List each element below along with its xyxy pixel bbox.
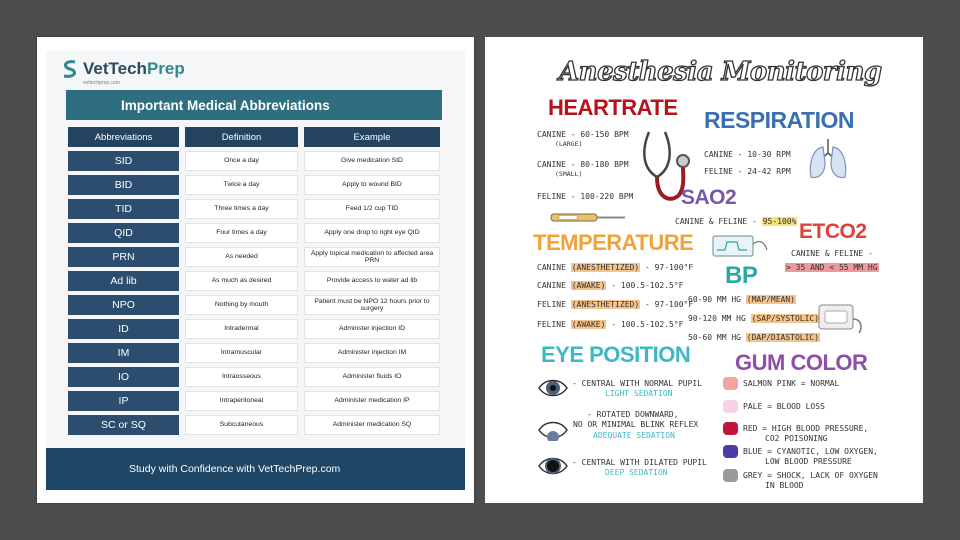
gum-color-text: GREY = SHOCK, LACK OF OXYGEN bbox=[743, 471, 878, 480]
gum-color-swatch bbox=[723, 469, 738, 482]
definition-cell: Intradermal bbox=[185, 319, 298, 339]
definition-cell: Four times a day bbox=[185, 223, 298, 243]
sao2-line: CANINE & FELINE - 95-100% bbox=[675, 217, 797, 226]
heartrate-canine-small: CANINE - 80-180 BPM bbox=[537, 160, 629, 169]
example-cell: Adminster injection ID bbox=[304, 319, 440, 339]
table-row bbox=[46, 367, 465, 387]
definition-cell: Intraosseous bbox=[185, 367, 298, 387]
abbreviation-cell: SC or SQ bbox=[68, 415, 179, 435]
abbreviation-cell: IM bbox=[68, 343, 179, 363]
etco2-line: CANINE & FELINE - bbox=[791, 249, 873, 258]
table-row bbox=[46, 247, 465, 267]
table-row bbox=[46, 343, 465, 363]
gum-color-text-cont: CO2 POISONING bbox=[765, 434, 828, 443]
heartrate-canine-large: CANINE - 60-150 BPM bbox=[537, 130, 629, 139]
heartrate-large-tag: (LARGE) bbox=[555, 140, 583, 148]
example-cell: Administer medication IP bbox=[304, 391, 440, 411]
definition-cell: Nothing by mouth bbox=[185, 295, 298, 315]
brand-name: VetTechPrep bbox=[83, 59, 185, 78]
abbreviation-cell: Ad lib bbox=[68, 271, 179, 291]
page-title: Anesthesia Monitoring bbox=[559, 57, 882, 87]
eye-item-2-line-1: - ROTATED DOWNWARD, bbox=[587, 410, 679, 419]
respiration-feline: FELINE - 24-42 RPM bbox=[704, 167, 791, 176]
table-row bbox=[46, 223, 465, 243]
definition-cell: Twice a day bbox=[185, 175, 298, 195]
definition-cell: Intramuscular bbox=[185, 343, 298, 363]
respiration-canine: CANINE - 10-30 RPM bbox=[704, 150, 791, 159]
example-cell: Give medication SID bbox=[304, 151, 440, 171]
temperature-line-3: FELINE (ANESTHETIZED) - 97-100°F bbox=[537, 300, 694, 309]
abbreviation-cell: IO bbox=[68, 367, 179, 387]
eye-item-1-line-1: - CENTRAL WITH NORMAL PUPIL bbox=[572, 379, 703, 388]
example-cell: Apply to wound BID bbox=[304, 175, 440, 195]
abbreviations-card bbox=[46, 50, 465, 490]
s-logo-icon bbox=[61, 59, 79, 79]
example-cell: Administer medication SQ bbox=[304, 415, 440, 435]
bp-cuff-icon bbox=[817, 301, 867, 337]
definition-cell: Subcutaneous bbox=[185, 415, 298, 435]
eye-item-1-line-2: LIGHT SEDATION bbox=[605, 389, 673, 398]
anesthesia-monitoring-infographic bbox=[485, 37, 923, 503]
temperature-line-4: FELINE (AWAKE) - 100.5-102.5°F bbox=[537, 320, 684, 329]
eye-item-3-line-1: - CENTRAL WITH DILATED PUPIL bbox=[572, 458, 707, 467]
definition-cell: As needed bbox=[185, 247, 298, 267]
brand-url: vettechprep.com bbox=[83, 80, 120, 86]
eye-dilated-icon bbox=[538, 455, 568, 477]
table-row bbox=[46, 175, 465, 195]
temperature-line-2: CANINE (AWAKE) - 100.5-102.5°F bbox=[537, 281, 684, 290]
gum-color-text: SALMON PINK = NORMAL bbox=[743, 379, 840, 388]
example-cell: Provide access to water ad lib bbox=[304, 271, 440, 291]
gum-color-text: RED = HIGH BLOOD PRESSURE, bbox=[743, 424, 869, 433]
example-cell: Patient must be NPO 12 hours prior to surgery bbox=[304, 295, 440, 315]
lungs-icon bbox=[807, 137, 849, 181]
table-title: Important Medical Abbreviations bbox=[66, 90, 442, 120]
example-cell: Administer fluids IO bbox=[304, 367, 440, 387]
abbreviation-cell: TID bbox=[68, 199, 179, 219]
abbreviation-cell: QID bbox=[68, 223, 179, 243]
temperature-title: TEMPERATURE bbox=[533, 230, 694, 255]
abbreviation-cell: PRN bbox=[68, 247, 179, 267]
bp-line-dap: 50-60 MM HG (DAP/DIASTOLIC) bbox=[688, 333, 820, 342]
etco2-title: ETCO2 bbox=[799, 220, 867, 243]
gum-color-text: BLUE = CYANOTIC, LOW OXYGEN, bbox=[743, 447, 878, 456]
header-definition: Definition bbox=[185, 127, 298, 147]
heartrate-feline: FELINE - 100-220 BPM bbox=[537, 192, 634, 201]
sao2-title: SAO2 bbox=[681, 186, 737, 209]
bp-title: BP bbox=[725, 262, 758, 289]
heartrate-title: HEARTRATE bbox=[548, 95, 678, 120]
etco2-value: > 35 AND < 55 MM HG bbox=[786, 263, 878, 272]
gum-color-text: PALE = BLOOD LOSS bbox=[743, 402, 825, 411]
capnograph-icon bbox=[711, 230, 769, 260]
bp-line-map: 60-90 MM HG (MAP/MEAN) bbox=[688, 295, 795, 304]
gum-color-text-cont: LOW BLOOD PRESSURE bbox=[765, 457, 852, 466]
table-row bbox=[46, 319, 465, 339]
definition-cell: Three times a day bbox=[185, 199, 298, 219]
heartrate-small-tag: (SMALL) bbox=[555, 170, 583, 178]
gum-color-swatch bbox=[723, 377, 738, 390]
example-cell: Apply topical medication to affected area PRN bbox=[304, 247, 440, 267]
eye-position-title: EYE POSITION bbox=[541, 342, 691, 367]
temperature-line-1: CANINE (ANESTHETIZED) - 97-100°F bbox=[537, 263, 694, 272]
gum-color-swatch bbox=[723, 422, 738, 435]
abbreviation-cell: SID bbox=[68, 151, 179, 171]
header-example: Example bbox=[304, 127, 440, 147]
bp-line-sap: 90-120 MM HG (SAP/SYSTOLIC) bbox=[688, 314, 820, 323]
brand-logo bbox=[61, 59, 185, 79]
table-row bbox=[46, 295, 465, 315]
respiration-title: RESPIRATION bbox=[704, 107, 854, 133]
table-row bbox=[46, 391, 465, 411]
eye-central-icon bbox=[538, 377, 568, 399]
abbreviation-cell: IP bbox=[68, 391, 179, 411]
footer-banner: Study with Confidence with VetTechPrep.com bbox=[46, 448, 465, 490]
gum-color-title: GUM COLOR bbox=[735, 350, 868, 375]
example-cell: Apply one drop to right eye QID bbox=[304, 223, 440, 243]
sao2-value: 95-100% bbox=[762, 217, 797, 226]
header-abbreviations: Abbreviations bbox=[68, 127, 179, 147]
table-row bbox=[46, 415, 465, 435]
table-row bbox=[46, 199, 465, 219]
example-cell: Administer injection IM bbox=[304, 343, 440, 363]
abbreviation-cell: BID bbox=[68, 175, 179, 195]
abbreviation-cell: ID bbox=[68, 319, 179, 339]
definition-cell: As much as desired bbox=[185, 271, 298, 291]
abbreviation-cell: NPO bbox=[68, 295, 179, 315]
table-row bbox=[46, 151, 465, 171]
eye-item-2-line-2: NO OR MINIMAL BLINK REFLEX bbox=[573, 420, 699, 429]
abbreviations-infographic bbox=[37, 37, 474, 503]
thermometer-icon bbox=[549, 211, 629, 223]
example-cell: Feed 1/2 cup TID bbox=[304, 199, 440, 219]
gum-color-swatch bbox=[723, 400, 738, 413]
eye-item-2-line-3: ADEQUATE SEDATION bbox=[593, 431, 675, 440]
eye-rotated-icon bbox=[538, 419, 568, 441]
eye-item-3-line-2: DEEP SEDATION bbox=[605, 468, 668, 477]
definition-cell: Once a day bbox=[185, 151, 298, 171]
table-row bbox=[46, 271, 465, 291]
gum-color-swatch bbox=[723, 445, 738, 458]
definition-cell: Intraperitoneal bbox=[185, 391, 298, 411]
etco2-value-line bbox=[785, 263, 879, 272]
gum-color-text-cont: IN BLOOD bbox=[765, 481, 804, 490]
